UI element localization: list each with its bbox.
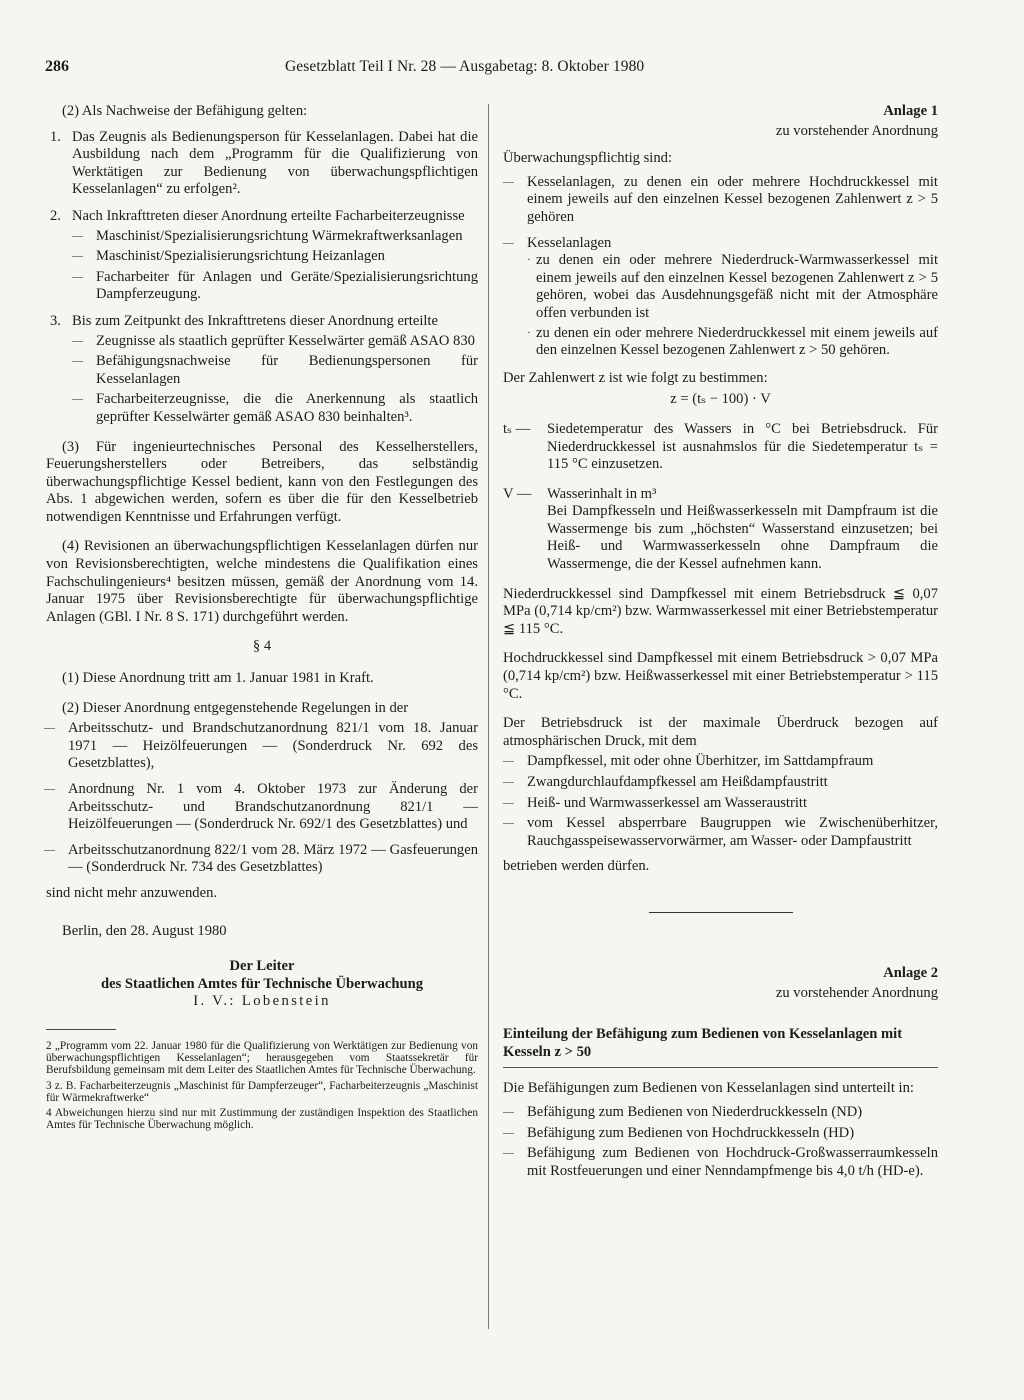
- list-item: — Maschinist/Spezialisierungsrichtung Heizanlagen: [72, 248, 478, 266]
- page-header: [45, 58, 940, 80]
- list-item: — Befähigung zum Bedienen von Hochdruckkesseln (HD): [503, 1125, 938, 1143]
- list-item: — Zeugnisse als staatlich geprüfter Kesselwärter gemäß ASAO 830: [72, 333, 478, 351]
- footnote-4: 4 Abweichungen hierzu sind nur mit Zustimmung der zuständigen Inspektion des Staatlichen Amtes für Technische Überwachung möglich.: [46, 1106, 478, 1132]
- list-item: — Befähigung zum Bedienen von Niederdruckkesseln (ND): [503, 1104, 938, 1122]
- supervision-list: [503, 174, 938, 360]
- column-divider: [488, 104, 489, 1329]
- item-text: Bis zum Zeitpunkt des Inkrafttretens dieser Anordnung erteilte: [72, 312, 438, 329]
- definition-heading: Wasserinhalt in m³: [547, 485, 657, 502]
- item-number: 1.: [50, 128, 61, 145]
- list-item: — Dampfkessel, mit oder ohne Überhitzer, im Sattdampfraum: [503, 753, 938, 771]
- anlage-2-subtitle: zu vorstehender Anordnung: [775, 984, 938, 1001]
- paragraph-2-intro: (2) Als Nachweise der Befähigung gelten:: [62, 103, 308, 119]
- betriebsdruck-closing: betrieben werden dürfen.: [503, 858, 650, 875]
- repealed-regulations-list: [44, 720, 478, 877]
- anlage-1-subtitle: zu vorstehender Anordnung: [775, 122, 938, 139]
- numbered-item-1: [46, 129, 478, 199]
- item-text: Nach Inkrafttreten dieser Anordnung erteilte Facharbeiterzeugnisse: [72, 207, 465, 224]
- list-item: — Zwangdurchlaufdampfkessel am Heißdampfaustritt: [503, 774, 938, 792]
- footnotes: [46, 1040, 478, 1131]
- definition-v: [503, 486, 938, 574]
- left-column: [46, 103, 478, 1134]
- symbol-ts: tₛ —: [503, 420, 531, 437]
- definition-ts: [503, 421, 938, 474]
- separator-rule: [649, 912, 793, 913]
- list-item: — Befähigungsnachweise für Bedienungspersonen für Kesselanlagen: [72, 353, 478, 388]
- befaehigungen-list: [503, 1104, 938, 1180]
- list-item: — Befähigung zum Bedienen von Hochdruck-Großwasserraumkesseln mit Rostfeuerungen und einer Nenndampfmenge bis 4,0 t/h (HD-e).: [503, 1145, 938, 1180]
- item2-dash-list: [72, 228, 478, 304]
- betriebsdruck-list: [503, 753, 938, 850]
- footnote-3: 3 z. B. Facharbeiterzeugnis „Maschinist für Dampferzeuger“, Facharbeiterzeugnis „Maschinist für Wärmekraftwerke“: [46, 1079, 478, 1104]
- paragraph-3: (3) Für ingenieurtechnisches Personal des Kesselherstellers, Feuerungsherstellers oder Betreibers, das selbständig überwachungspflichtige Kessel bedient, kann von den Festlegungen des Abs. 1 abgewichen werden, sofern es über die für den Kesselbetrieb notwendigen Kenntnisse und Erfahrungen verfügt.: [46, 438, 478, 525]
- list-item: — Maschinist/Spezialisierungsrichtung Wärmekraftwerksanlagen: [72, 228, 478, 246]
- item-number: 2.: [50, 207, 61, 224]
- paragraph-niederdruck: Niederdruckkessel sind Dampfkessel mit einem Betriebsdruck ≦ 0,07 MPa (0,714 kp/cm²) bzw. Warmwasserkessel mit einer Betriebstemperatur ≦ 115 °C.: [503, 585, 938, 637]
- list-item: — Heiß- und Warmwasserkessel am Wasseraustritt: [503, 795, 938, 813]
- list-item: — Facharbeiterzeugnisse, die die Anerkennung als staatlich geprüfter Kesselwärter gemäß ASAO 830 beinhalten³.: [72, 391, 478, 426]
- list-item: — vom Kessel absperrbare Baugruppen wie Zwischenüberhitzer, Rauchgasspeisewasservorwärmer, am Wasser- oder Dampfaustritt: [503, 815, 938, 850]
- z-formula: z = (tₛ − 100) · V: [670, 391, 771, 408]
- paragraph-4: (4) Revisionen an überwachungspflichtigen Kesselanlagen dürfen nur von Revisionsberechtigten, welche mindestens die Qualifikation eines Fachschulingenieurs⁴ besitzen müssen, gemäß der Anordnung vom 14. Januar 1975 über Revisionsberechtigte für überwachungspflichtige Anlagen (GBl. I Nr. 8 S. 171) durchgeführt werden.: [46, 538, 478, 625]
- running-title: Gesetzblatt Teil I Nr. 28 — Ausgabetag: 8. Oktober 1980: [285, 58, 645, 75]
- place-and-date: Berlin, den 28. August 1980: [62, 922, 227, 939]
- footnote-2: 2 „Programm vom 22. Januar 1980 für die Qualifizierung von Werktätigen zur Bedienung von überwachungspflichtigen Kesselanlagen“; herausgegeben vom Staatssekretär für Berufsbildung gemeinsam mit dem Leiter des Staatlichen Amtes für Technische Überwachung.: [46, 1039, 478, 1077]
- z-value-intro: Der Zahlenwert z ist wie folgt zu bestimmen:: [503, 369, 768, 386]
- section-heading: § 4: [252, 638, 272, 655]
- signature-title: Der Leiter: [229, 958, 295, 975]
- sub-list-item: · zu denen ein oder mehrere Niederdruck-Warmwasserkessel mit einem jeweils auf den einzelnen Kessel bezogenen Zahlenwert z > 5 gehören, wobei das Ausdehnungsgefäß nicht mit der Atmosphäre offen verbunden ist: [527, 252, 938, 322]
- sub-list-item: · zu denen ein oder mehrere Niederdruckkessel mit einem jeweils auf den einzelnen Kessel bezogenen Zahlenwert z > 50 gehören.: [527, 325, 938, 360]
- item3-dash-list: [72, 333, 478, 427]
- paragraph-betriebsdruck: Der Betriebsdruck ist der maximale Überdruck bezogen auf atmosphärischen Druck, mit dem: [503, 715, 938, 749]
- signature-block: [46, 958, 478, 1011]
- list-item: [503, 235, 938, 360]
- section4-paragraph-1: (1) Diese Anordnung tritt am 1. Januar 1981 in Kraft.: [62, 670, 374, 687]
- list-item: — Facharbeiter für Anlagen und Geräte/Spezialisierungsrichtung Dampferzeugung.: [72, 269, 478, 304]
- sub-list: [527, 252, 938, 360]
- heading-underline: [503, 1067, 938, 1068]
- anlage-1-title: Anlage 1: [883, 103, 938, 119]
- list-item: — Arbeitsschutz- und Brandschutzanordnung 821/1 vom 18. Januar 1971 — Heizölfeuerungen — (Sonderdruck Nr. 692 des Gesetzblattes),: [44, 720, 478, 773]
- anlage-2-title: Anlage 2: [883, 964, 938, 981]
- definition-text: Bei Dampfkesseln und Heißwasserkesseln mit Dampfraum ist die Wassermenge bis zum „höchsten“ Wasserstand einzusetzen; bei Heiß- und Warmwasserkesseln ohne Dampfraum die Wassermenge, die der Kessel aufnehmen kann.: [547, 503, 938, 573]
- section4-closing: sind nicht mehr anzuwenden.: [46, 884, 218, 901]
- paragraph-befaehigungen: Die Befähigungen zum Bedienen von Kesselanlagen sind unterteilt in:: [503, 1080, 914, 1097]
- list-item: — Anordnung Nr. 1 vom 4. Oktober 1973 zur Änderung der Arbeitsschutz- und Brandschutzanordnung 821/1 — Heizölfeuerungen — (Sonderdruck Nr. 692/1 des Gesetzblattes) und: [44, 781, 478, 834]
- anlage-2-heading: Einteilung der Befähigung zum Bedienen von Kesselanlagen mit Kesseln z > 50: [503, 1026, 903, 1060]
- right-column: [503, 103, 938, 1183]
- list-item: — Arbeitsschutzanordnung 822/1 vom 28. März 1972 — Gasfeuerungen — (Sonderdruck Nr. 734 des Gesetzblattes): [44, 842, 478, 877]
- supervision-intro: Überwachungspflichtig sind:: [503, 150, 673, 167]
- list-item: — Kesselanlagen, zu denen ein oder mehrere Hochdruckkessel mit einem jeweils auf den einzelnen Kessel bezogenen Zahlenwert z > 5 gehören: [503, 174, 938, 227]
- paragraph-hochdruck: Hochdruckkessel sind Dampfkessel mit einem Betriebsdruck > 0,07 MPa (0,714 kp/cm²) bzw. Heißwasserkessel mit einer Betriebstemperatur > 115 °C.: [503, 650, 938, 702]
- footnote-divider: [46, 1029, 116, 1030]
- signature-authority: des Staatlichen Amtes für Technische Überwachung: [100, 975, 424, 992]
- symbol-v: V —: [503, 485, 532, 502]
- item-text: Das Zeugnis als Bedienungsperson für Kesselanlagen. Dabei hat die Ausbildung nach dem „Programm für die Qualifizierung von Werktätigen zur Bedienung von überwachungspflichtigen Kesselanlagen“ zu erfolgen².: [72, 128, 478, 198]
- list-item-label: Kesselanlagen: [527, 234, 612, 251]
- section4-paragraph-2: (2) Dieser Anordnung entgegenstehende Regelungen in der: [62, 699, 409, 716]
- definition-text: Siedetemperatur des Wassers in °C bei Betriebsdruck. Für Niederdruckkessel ist ausnahmslos für die Siedetemperatur tₛ = 115 °C einzusetzen.: [547, 420, 938, 473]
- signature-name: I. V.: Lobenstein: [193, 993, 331, 1010]
- numbered-item-3: [46, 313, 478, 427]
- item-number: 3.: [50, 312, 61, 329]
- numbered-item-2: [46, 208, 478, 304]
- page-number: 286: [45, 58, 69, 75]
